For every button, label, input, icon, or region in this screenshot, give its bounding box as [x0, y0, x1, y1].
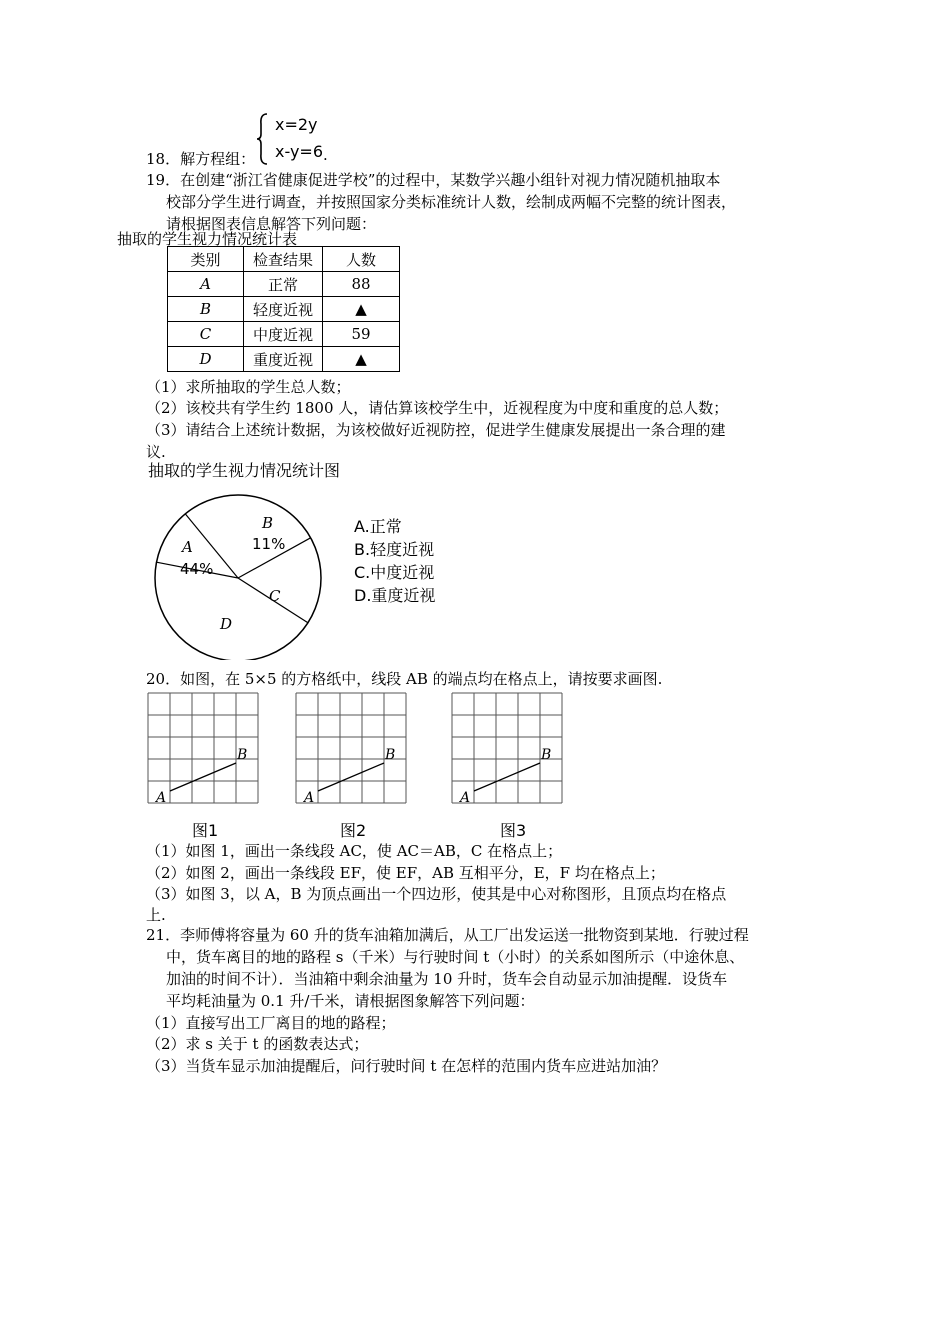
- legend-item-d: D.重度近视: [354, 586, 436, 605]
- slice-b-label: 11%: [252, 535, 286, 553]
- table-row: [168, 297, 400, 322]
- vision-table: [167, 246, 400, 372]
- table-cell: 中度近视: [244, 322, 323, 347]
- q18-eq1: x=2y: [275, 115, 318, 134]
- system-brace: [256, 112, 270, 166]
- table-row: [168, 322, 400, 347]
- table-cell: C: [168, 322, 244, 347]
- point-a-label: A: [156, 790, 167, 806]
- slice-d-letter: D: [220, 615, 233, 633]
- table-row: [168, 272, 400, 297]
- q21-intro-4: 平均耗油量为 0.1 升/千米，请根据图象解答下列问题：: [166, 992, 535, 1010]
- table-row: [168, 347, 400, 372]
- grid-figure-1: [145, 690, 265, 810]
- table-cell: ▲: [323, 297, 400, 322]
- q20-question-4: 上.: [146, 906, 166, 924]
- q21-intro-2: 中，货车离目的地的路程 s（千米）与行驶时间 t（小时）的关系如图所示（中途休息、: [166, 948, 745, 966]
- q20-question-3: （3）如图 3，以 A，B 为顶点画出一个四边形，使其是中心对称图形，且顶点均在格点: [146, 885, 727, 903]
- q19-question-1: （1）求所抽取的学生总人数；: [146, 378, 351, 396]
- point-b-label: B: [541, 747, 552, 763]
- segment-ab: [318, 763, 384, 791]
- figure-caption-3: 图3: [500, 821, 527, 840]
- table-cell: ▲: [323, 347, 400, 372]
- legend-item-a: A.正常: [354, 517, 402, 536]
- q21-intro-3: 加油的时间不计）．当油箱中剩余油量为 10 升时，货车会自动显示加油提醒．设货车: [166, 970, 728, 988]
- q18-end: .: [323, 146, 328, 164]
- figure-caption-2: 图2: [340, 821, 367, 840]
- table-cell: 59: [323, 322, 400, 347]
- q20-question-2: （2）如图 2，画出一条线段 EF，使 EF，AB 互相平分，E，F 均在格点上；: [146, 864, 665, 882]
- segment-ab: [170, 763, 236, 791]
- table-cell: 轻度近视: [244, 297, 323, 322]
- table-title: 抽取的学生视力情况统计表: [117, 230, 298, 248]
- grid-figure-3: [449, 690, 569, 810]
- q21-question-3: （3）当货车显示加油提醒后，问行驶时间 t 在怎样的范围内货车应进站加油？: [146, 1057, 667, 1075]
- q19-intro-3: 请根据图表信息解答下列问题：: [166, 215, 377, 233]
- table-cell: B: [168, 297, 244, 322]
- q20-question-1: （1）如图 1，画出一条线段 AC，使 AC＝AB，C 在格点上；: [146, 842, 563, 860]
- point-a-label: A: [304, 790, 315, 806]
- table-cell: 88: [323, 272, 400, 297]
- table-cell: 重度近视: [244, 347, 323, 372]
- q21-question-2: （2）求 s 关于 t 的函数表达式；: [146, 1035, 369, 1053]
- point-b-label: B: [237, 747, 248, 763]
- q19-question-2: （2）该校共有学生约 1800 人，请估算该校学生中，近视程度为中度和重度的总人数；: [146, 399, 729, 417]
- chart-title: 抽取的学生视力情况统计图: [148, 461, 341, 480]
- point-b-label: B: [385, 747, 396, 763]
- q21-intro-1: 21．李师傅将容量为 60 升的货车油箱加满后，从工厂出发运送一批物资到某地．行驶过程: [146, 926, 749, 944]
- q21-question-1: （1）直接写出工厂离目的地的路程；: [146, 1014, 396, 1032]
- slice-a-letter: A: [182, 538, 193, 556]
- q20-intro: 20．如图，在 5×5 的方格纸中，线段 AB 的端点均在格点上，请按要求画图.: [146, 670, 663, 688]
- slice-b-letter: B: [262, 514, 274, 532]
- table-cell: 正常: [244, 272, 323, 297]
- q18-eq2: x-y=6: [275, 142, 324, 161]
- table-header: 检查结果: [244, 247, 323, 272]
- point-a-label: A: [460, 790, 471, 806]
- q18-label: 18．解方程组：: [146, 150, 256, 168]
- table-cell: D: [168, 347, 244, 372]
- q19-intro-2: 校部分学生进行调查，并按照国家分类标准统计人数，绘制成两幅不完整的统计图表，: [166, 193, 737, 211]
- q19-intro-1: 19．在创建“浙江省健康促进学校”的过程中，某数学兴趣小组针对视力情况随机抽取本: [146, 171, 721, 189]
- figure-caption-1: 图1: [192, 821, 219, 840]
- segment-ab: [474, 763, 540, 791]
- legend-item-b: B.轻度近视: [354, 540, 435, 559]
- q19-question-3: （3）请结合上述统计数据，为该校做好近视防控，促进学生健康发展提出一条合理的建: [146, 421, 726, 439]
- grid-figure-2: [293, 690, 413, 810]
- table-cell: A: [168, 272, 244, 297]
- table-header-row: [168, 247, 400, 272]
- q19-question-4: 议.: [146, 443, 166, 461]
- slice-a-label: 44%: [180, 560, 214, 578]
- slice-c-letter: C: [269, 587, 281, 605]
- pie-chart: [140, 490, 470, 660]
- table-header: 人数: [323, 247, 400, 272]
- table-header: 类别: [168, 247, 244, 272]
- legend-item-c: C.中度近视: [354, 563, 435, 582]
